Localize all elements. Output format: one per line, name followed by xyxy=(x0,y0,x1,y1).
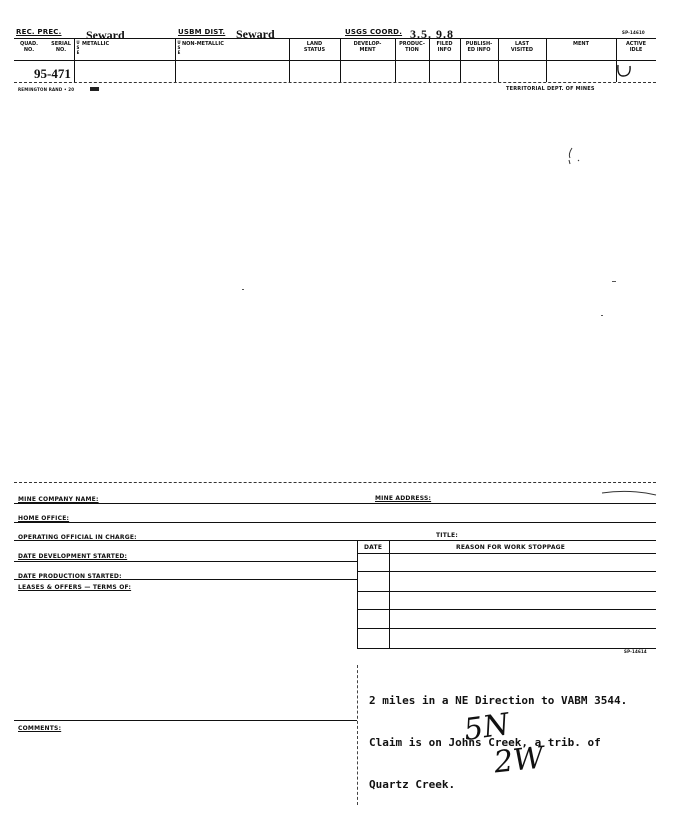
stoppage-date-header: DATE xyxy=(364,544,383,551)
row-rule xyxy=(14,579,357,580)
row-rule xyxy=(14,561,357,562)
stoppage-row-rule xyxy=(357,609,656,610)
home-office-label: HOME OFFICE: xyxy=(18,515,70,522)
card-bottom-dashed-rule xyxy=(14,82,656,83)
stoppage-left-border xyxy=(357,540,358,648)
use-marker-metallic: U S E xyxy=(76,40,80,55)
rec-prec-value: Seward xyxy=(86,28,125,42)
comments-label: COMMENTS: xyxy=(18,725,62,732)
printer-imprint: REMINGTON RAND • 20 xyxy=(18,87,75,92)
col-header-metallic: METALLIC xyxy=(82,41,110,47)
active-idle-check-mark xyxy=(612,62,636,80)
printer-logo-mark xyxy=(90,87,99,91)
header-rule xyxy=(14,38,656,39)
stoppage-row-rule xyxy=(357,571,656,572)
typed-note-line: Quartz Creek. xyxy=(369,778,456,791)
mine-company-name-label: MINE COMPANY NAME: xyxy=(18,496,99,503)
col-header-production: PRODUC- TION xyxy=(399,41,425,53)
typed-note-line: Claim is on Johns Creek, a trib. of xyxy=(369,736,601,749)
col-header-development: DEVELOP- MENT xyxy=(353,41,382,53)
col-header-active-idle: ACTIVE IDLE xyxy=(625,41,647,53)
form-number-bottom: SP-14614 xyxy=(624,649,647,654)
stoppage-row-rule xyxy=(357,591,656,592)
col-header-filed-info: FILED INFO xyxy=(436,41,453,53)
speck xyxy=(242,289,244,290)
usgs-coord-label: USGS COORD. xyxy=(345,28,403,36)
operating-official-label: OPERATING OFFICIAL IN CHARGE: xyxy=(18,534,137,541)
stray-stroke xyxy=(600,487,658,497)
col-header-non-metallic: NON-METALLIC xyxy=(182,41,224,47)
department-imprint: TERRITORIAL DEPT. OF MINES xyxy=(506,86,595,92)
bottom-card-top-dashed-rule xyxy=(14,482,656,483)
mine-address-label: MINE ADDRESS: xyxy=(375,495,432,502)
column-header-rule xyxy=(14,60,656,61)
stoppage-header-rule xyxy=(357,553,656,554)
col-header-last-visited: LAST VISITED xyxy=(510,41,534,53)
speck xyxy=(612,281,616,282)
col-header-ment: MENT xyxy=(573,41,589,47)
handwritten-north: 5N xyxy=(461,707,512,748)
date-production-started-label: DATE PRODUCTION STARTED: xyxy=(18,573,122,580)
speck xyxy=(601,315,603,316)
row-rule xyxy=(14,522,656,523)
usbm-dist-value: Seward xyxy=(236,27,275,41)
col-header-published-info: PUBLISH- ED INFO xyxy=(465,41,493,53)
stoppage-date-divider xyxy=(389,540,390,648)
typed-note-line: 2 miles in a NE Direction to VABM 3544. xyxy=(369,694,628,707)
usgs-coord-value: 3.5. 9.8 xyxy=(410,27,454,41)
date-development-started-label: DATE DEVELOPMENT STARTED: xyxy=(18,553,128,560)
title-label: TITLE: xyxy=(436,532,458,539)
stoppage-reason-header: REASON FOR WORK STOPPAGE xyxy=(456,544,566,551)
comments-right-border xyxy=(357,665,358,805)
stray-pencil-mark xyxy=(560,144,590,170)
stoppage-row-rule xyxy=(357,628,656,629)
row-rule xyxy=(14,540,656,541)
col-header-land-status: LAND STATUS xyxy=(303,41,326,53)
stoppage-row-rule xyxy=(357,648,656,649)
form-number-top: SP-14610 xyxy=(622,30,645,35)
col-header-quad: QUAD. NO. xyxy=(19,41,39,53)
quad-serial-value: 95-471 xyxy=(34,66,71,81)
handwritten-west: 2W xyxy=(492,740,546,781)
rec-prec-label: REC. PREC. xyxy=(16,28,62,36)
use-marker-non-metallic: U S E xyxy=(177,40,181,55)
leases-offers-label: LEASES & OFFERS — TERMS OF: xyxy=(18,584,132,591)
usbm-dist-label: USBM DIST. xyxy=(178,28,226,36)
col-header-serial: SERIAL NO. xyxy=(51,41,71,53)
row-rule xyxy=(14,720,357,721)
row-rule xyxy=(14,503,656,504)
